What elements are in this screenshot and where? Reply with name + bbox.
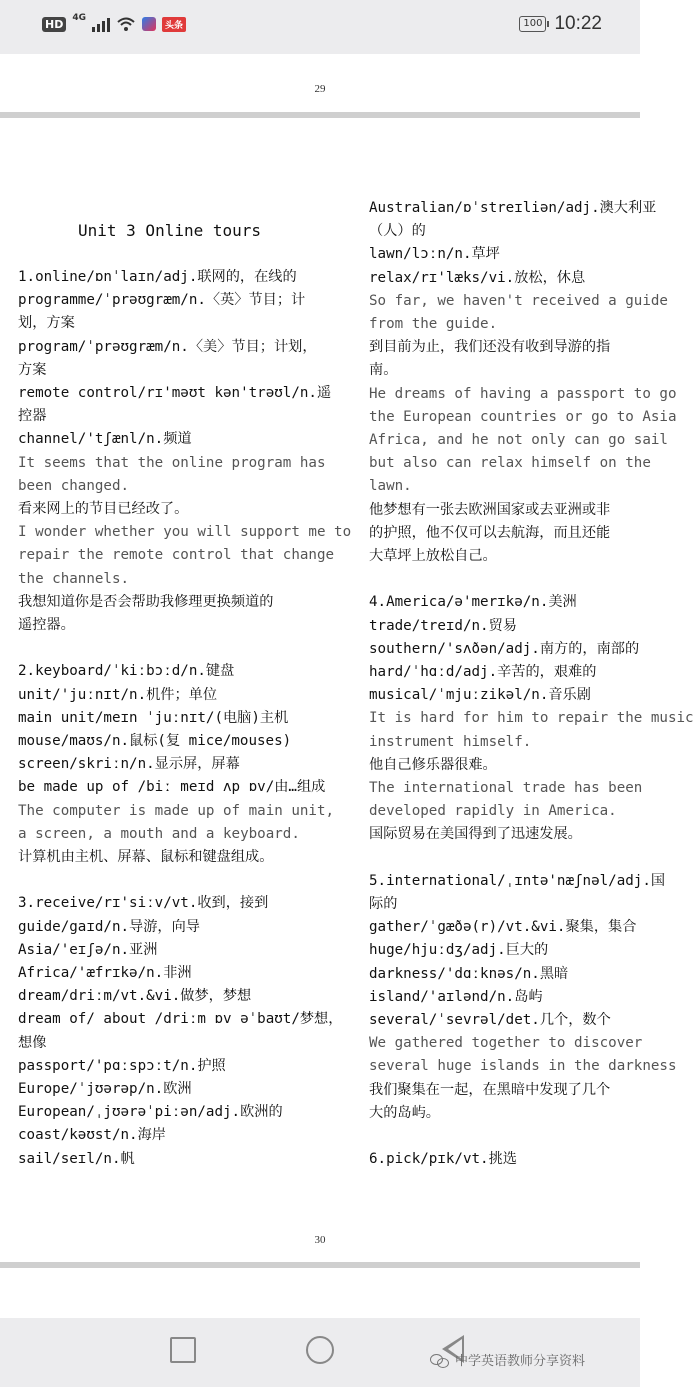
text-line: screen/skriːn/n.显示屏，屏幕 [18,756,240,773]
text-line: 的护照，他不仅可以去航海，而且还能 [369,524,611,541]
text-line: coast/kəʊst/n.海岸 [18,1127,166,1144]
page-number-bottom: 30 [314,1234,326,1246]
text-line: 遥控器。 [18,617,75,633]
text-line: 控器 [18,408,47,425]
text-line: several/ˈsevrəl/det.几个，数个 [369,1012,611,1028]
page-separator-bottom [0,1262,640,1268]
text-line: instrument himself. [369,733,532,750]
text-line: It is hard for him to repair the music [369,710,694,727]
text-line: It seems that the online program has [18,454,326,471]
text-line: We gathered together to discover [369,1035,643,1052]
text-line: been changed. [18,477,130,494]
text-line: 方案 [18,361,47,378]
text-line: main unit/meɪn ˈjuːnɪt/(电脑)主机 [18,709,289,726]
text-line: European/ˌjʊərəˈpiːən/adj.欧洲的 [18,1104,283,1121]
text-line: gather/ˈgæðə(r)/vt.&vi.聚集，集合 [369,919,637,936]
text-line: southern/'sʌðən/adj.南方的，南部的 [369,640,640,657]
page-separator-top [0,112,640,118]
text-line: several huge islands in the darkness [369,1058,677,1075]
text-line: hard/ˈhɑːd/adj.辛苦的，艰难的 [369,664,597,680]
text-line: but also can relax himself on the [369,455,651,472]
text-line: sail/seɪl/n.帆 [18,1150,135,1167]
text-line: 3.receive/rɪ'siːv/vt.收到，接到 [18,895,269,912]
text-line: Australian/ɒˈstreɪliən/adj.澳大利亚 [369,200,657,216]
toutiao-icon: 头条 [162,17,186,32]
network-indicator: 4G [72,13,86,23]
text-line: 我想知道你是否会帮助我修理更换频道的 [18,593,274,610]
text-line: a screen, a mouth and a keyboard. [18,825,300,842]
text-line: 际的 [369,896,398,912]
text-line: developed rapidly in America. [369,803,617,820]
text-line: 想像 [18,1034,47,1051]
text-line: lawn/lɔːn/n.草坪 [369,246,500,263]
text-line: 国际贸易在美国得到了迅速发展。 [369,826,582,843]
text-line: Africa, and he not only can go sail [369,432,668,448]
text-line: darkness/'dɑːknəs/n.黑暗 [369,965,569,982]
text-line: 4.America/ə'merɪkə/n.美洲 [369,594,577,611]
status-bar [0,0,640,54]
text-line: remote control/rɪ'məʊt kən'trəʊl/n.遥 [18,385,332,401]
text-line: lawn. [369,478,412,495]
wifi-icon [116,16,136,32]
text-line: 大草坪上放松自己。 [369,548,497,564]
text-line: 我们聚集在一起，在黑暗中发现了几个 [369,1081,611,1098]
text-line: huge/hjuːdʒ/adj.巨大的 [369,942,549,959]
navigation-bar [0,1318,640,1387]
text-line: Europe/ˈjʊərəp/n.欧洲 [18,1081,192,1097]
text-line: 大的岛屿。 [369,1104,440,1121]
text-line: mouse/maʊs/n.鼠标(复 mice/mouses) [18,733,292,749]
home-button[interactable] [306,1336,334,1364]
text-line: repair the remote control that change [18,547,335,564]
text-line: So far, we haven't received a guide [369,292,668,309]
text-line: Africa/'æfrɪkə/n.非洲 [18,965,192,981]
text-line: 2.keyboard/ˈkiːbɔːd/n.键盘 [18,663,235,680]
recent-apps-button[interactable] [170,1337,196,1363]
text-line: He dreams of having a passport to go [369,385,677,402]
text-line: relax/rɪ'læks/vi.放松，休息 [369,269,586,286]
text-line: unit/'juːnɪt/n.机件；单位 [18,686,218,703]
text-line: island/'aɪlənd/n.岛屿 [369,988,543,1005]
text-line: The international trade has been [369,780,643,796]
battery-icon: 100 [519,16,546,32]
text-line: 到目前为止，我们还没有收到导游的指 [369,339,611,356]
text-line: channel/'tʃænl/n.频道 [18,431,192,448]
text-line: 他梦想有一张去欧洲国家或去亚洲或非 [369,501,611,518]
text-line: I wonder whether you will support me to [18,524,352,541]
text-line: programme/ˈprəʊgræm/n.〈英〉节目；计 [18,292,306,309]
clock: 10:22 [554,13,602,34]
watermark-text: 中学英语教师分享资料 [455,1354,586,1369]
text-line: be made up of /biː meɪd ʌp ɒv/由…组成 [18,779,326,796]
text-line: 划，方案 [18,315,75,332]
page-title: Unit 3 Online tours [78,221,262,240]
text-line: musical/ˈmjuːzikəl/n.音乐剧 [369,687,591,704]
text-line: 他自己修乐器很难。 [369,756,497,773]
text-line: 1.online/ɒnˈlaɪn/adj.联网的，在线的 [18,269,297,285]
text-line: dream of/ about /driːm ɒv əˈbaʊt/梦想， [18,1011,343,1028]
text-line: 看来网上的节目已经改了。 [18,501,189,517]
hd-indicator: HD [42,17,66,32]
app-icon [142,17,156,31]
wechat-icon [430,1352,450,1368]
signal-icon [92,16,110,32]
status-left [42,13,186,32]
text-line: 5.international/ˌɪntə'næʃnəl/adj.国 [369,872,666,889]
text-line: The computer is made up of main unit, [18,802,335,819]
text-line: the European countries or go to Asia [369,408,677,425]
text-line: passport/'pɑːspɔːt/n.护照 [18,1057,226,1074]
text-line: 6.pick/pɪk/vt.挑选 [369,1151,517,1168]
text-line: from the guide. [369,316,498,332]
text-line: trade/treɪd/n.贸易 [369,617,517,634]
text-line: （人）的 [369,223,426,240]
watermark [430,1350,585,1369]
text-line: dream/driːm/vt.&vi.做梦，梦想 [18,988,252,1005]
text-line: 南。 [369,362,398,379]
text-line: program/ˈprəʊgræm/n.〈美〉节目；计划， [18,338,317,355]
page-number-top: 29 [314,83,326,95]
text-line: Asia/'eɪʃə/n.亚洲 [18,941,158,958]
text-line: the channels. [18,570,130,587]
text-line: guide/gaɪd/n.导游，向导 [18,918,200,935]
status-right [519,13,602,35]
text-line: 计算机由主机、屏幕、鼠标和键盘组成。 [18,849,274,865]
